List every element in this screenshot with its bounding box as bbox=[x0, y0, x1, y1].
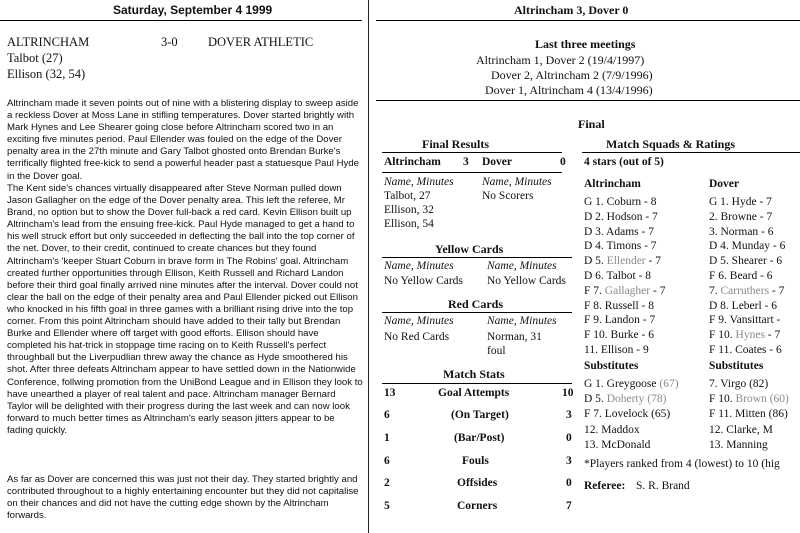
headline: Altrincham 3, Dover 0 bbox=[514, 3, 629, 17]
squad-player: D 2. Hodson - 7 bbox=[584, 210, 658, 223]
squad-player: G 1. Coburn - 8 bbox=[584, 196, 657, 208]
scorer-line: Ellison (32, 54) bbox=[7, 67, 86, 81]
squads-title: Match Squads & Ratings bbox=[606, 137, 736, 151]
stat-label: Goal Attempts bbox=[438, 387, 510, 399]
scorer-line: Talbot (27) bbox=[7, 51, 63, 65]
squad-player: F 10. Burke - 6 bbox=[584, 329, 654, 342]
substitute-player: G 1. Greygoose (67) bbox=[584, 378, 679, 390]
away-squad-title: Dover bbox=[709, 178, 740, 190]
yellow-card-entry: No Yellow Cards bbox=[384, 275, 463, 287]
referee-name: S. R. Brand bbox=[636, 480, 690, 492]
stat-home: 13 bbox=[384, 387, 396, 399]
final-label: Final bbox=[578, 117, 605, 131]
section-rule bbox=[382, 383, 572, 384]
report-paragraph: The Kent side's chances virtually disappeared after Steve Norman pulled down Jason Gallagher on the edge of the Dover penalty area. This left the referee, Mr Brand, no option but to show the Dover full-back a red card. Kevin Ellison built up Altrincham's lead from the ensuing free-kick. Paul Hyde managed to get a hand to his well struck effort but only succeeded in deflecting the ball into the top corner of the net. Dover, to their credit, continued to create chances but they found Altrincham's 'keeper Stuart Coburn in brave form in The Robins' goal. Altrincham created further opportunities through Ellison, Keith Russell and Richard Landon before their third goal finally arrived nine minutes after the interval. Dover could not clear the ball on the edge of their penalty area and Paul Ellender picked out Ellison who knocked in his fifth goal in three games with a brilliant rising drive into the top corner. From this point Altrincham should have added to their tally but Brendan Burke and Ellender where off target with good efforts. Ellison should have completed his hat-trick in stoppage time racing on to Keith Russell's perfect throughball but the Liverpudlian threw away the chance as Hyde smoothered his shot. After three defeats Altrincham appear to have settled down in the Nationwide Conference, follwing promotion from the UniBond League and in Ellison they look to have unearthed a player of real talent and pace. Altrincham manager Bernard Taylor will be delighted with their progress during the last week and can now look forward to much better times as Altrincham's early season jitters appear to be fading quickly. bbox=[7, 183, 363, 436]
red-cards-title: Red Cards bbox=[448, 297, 504, 311]
col-header: Name, Minutes bbox=[487, 260, 557, 272]
final-home-team: Altrincham bbox=[384, 156, 441, 168]
squad-player: F 6. Beard - 6 bbox=[709, 270, 773, 282]
substitute-player: 13. McDonald bbox=[584, 438, 651, 451]
final-score: 3-0 bbox=[161, 35, 178, 49]
squad-player: 2. Browne - 7 bbox=[709, 210, 773, 223]
stat-away: 7 bbox=[566, 500, 572, 512]
stat-label: (On Target) bbox=[451, 409, 509, 421]
section-rule bbox=[382, 257, 572, 258]
substitute-player: 12. Clarke, M bbox=[709, 423, 773, 436]
squad-player: G 1. Hyde - 7 bbox=[709, 196, 772, 208]
squad-player: D 3. Adams - 7 bbox=[584, 225, 654, 238]
referee-label: Referee: bbox=[584, 480, 626, 492]
meeting-line: Altrincham 1, Dover 2 (19/4/1997) bbox=[476, 53, 645, 67]
squad-player: F 10. Hynes - 7 bbox=[709, 329, 781, 342]
stat-away: 0 bbox=[566, 477, 572, 489]
home-squad-title: Altrincham bbox=[584, 178, 641, 190]
squad-player: 7. Carruthers - 7 bbox=[709, 284, 785, 297]
section-rule bbox=[582, 152, 800, 153]
section-rule bbox=[382, 312, 572, 313]
goal-entry: No Scorers bbox=[482, 190, 534, 202]
squad-player: F 9. Landon - 7 bbox=[584, 314, 656, 327]
squad-player: D 5. Ellender - 7 bbox=[584, 255, 661, 268]
yellow-card-entry: No Yellow Cards bbox=[487, 275, 566, 287]
column-divider bbox=[368, 0, 369, 533]
substitute-player: 7. Virgo (82) bbox=[709, 378, 769, 390]
goal-entry: Ellison, 54 bbox=[384, 218, 434, 230]
last-meetings-title: Last three meetings bbox=[535, 37, 636, 51]
headline-rule bbox=[376, 20, 800, 21]
away-subs-title: Substitutes bbox=[709, 360, 764, 372]
goal-entry: Ellison, 32 bbox=[384, 204, 434, 216]
stat-label: (Bar/Post) bbox=[454, 432, 505, 444]
stat-home: 2 bbox=[384, 477, 390, 489]
stat-label: Offsides bbox=[457, 477, 498, 489]
home-team: ALTRINCHAM bbox=[7, 35, 90, 49]
match-date: Saturday, September 4 1999 bbox=[113, 3, 273, 17]
section-rule bbox=[382, 172, 562, 173]
squad-player: 3. Norman - 6 bbox=[709, 225, 774, 238]
date-rule bbox=[0, 20, 362, 21]
meeting-line: Dover 2, Altrincham 2 (7/9/1996) bbox=[491, 68, 653, 82]
red-card-entry: No Red Cards bbox=[384, 331, 450, 343]
squad-player: F 11. Coates - 6 bbox=[709, 344, 782, 356]
squad-player: D 4. Timons - 7 bbox=[584, 240, 657, 253]
final-results-title: Final Results bbox=[422, 137, 490, 151]
final-away-team: Dover bbox=[482, 156, 513, 168]
col-header: Name, Minutes bbox=[384, 315, 454, 327]
squad-player: D 8. Leberl - 6 bbox=[709, 299, 778, 312]
stat-home: 6 bbox=[384, 409, 390, 421]
match-stats-title: Match Stats bbox=[443, 367, 505, 381]
final-home-score: 3 bbox=[463, 156, 469, 168]
away-team: DOVER ATHLETIC bbox=[208, 35, 314, 49]
col-header: Name, Minutes bbox=[482, 176, 552, 188]
squad-player: F 7. Gallagher - 7 bbox=[584, 284, 666, 297]
squad-player: D 4. Munday - 6 bbox=[709, 240, 786, 253]
squad-player: D 6. Talbot - 8 bbox=[584, 270, 652, 282]
meeting-line: Dover 1, Altrincham 4 (13/4/1996) bbox=[485, 83, 653, 97]
stat-away: 0 bbox=[566, 432, 572, 444]
substitute-player: F 11. Mitten (86) bbox=[709, 408, 788, 421]
goal-entry: Talbot, 27 bbox=[384, 190, 431, 202]
section-rule bbox=[382, 152, 562, 153]
stars-note: 4 stars (out of 5) bbox=[584, 156, 664, 168]
col-header: Name, Minutes bbox=[384, 176, 454, 188]
red-card-note: foul bbox=[487, 345, 506, 357]
stat-home: 5 bbox=[384, 500, 390, 512]
stat-label: Corners bbox=[457, 500, 498, 512]
home-subs-title: Substitutes bbox=[584, 360, 639, 372]
report-paragraph: Altrincham made it seven points out of nine with a blistering display to sweep aside a reckless Dover at Moss Lane in stifling temperatures. Dover started brightly with Mark Hynes and Lee Shearer going close before Altrincham scored two in an exciting five minutes period. Paul Ellender was fouled on the edge of the Dover penalty area in the 27th minute and Gary Talbot ghosted onto Brendan Burke's terrifically flighted free-kick to send a powerful header past a statuesque Paul Hyde in the Dover goal. bbox=[7, 98, 359, 182]
stat-label: Fouls bbox=[462, 455, 489, 467]
substitute-player: F 7. Lovelock (65) bbox=[584, 408, 671, 421]
stat-home: 1 bbox=[384, 432, 390, 444]
squad-player: F 9. Vansittart - bbox=[709, 314, 781, 327]
stat-home: 6 bbox=[384, 455, 390, 467]
substitute-player: 12. Maddox bbox=[584, 423, 640, 436]
report-paragraph: As far as Dover are concerned this was just not their day. They started brightly and contributed throughout to a highly entertaining encounter but they did not capitalise on their chances and did not have the cutting edge shown by the Altrincham forwards. bbox=[7, 474, 359, 522]
ratings-footnote: *Players ranked from 4 (lowest) to 10 (hig bbox=[584, 458, 780, 470]
stat-away: 3 bbox=[566, 455, 572, 467]
stat-away: 10 bbox=[562, 387, 574, 399]
squad-player: D 5. Shearer - 6 bbox=[709, 255, 783, 268]
meetings-rule bbox=[376, 100, 800, 101]
substitute-player: F 10. Brown (60) bbox=[709, 393, 789, 406]
col-header: Name, Minutes bbox=[384, 260, 454, 272]
stat-away: 3 bbox=[566, 409, 572, 421]
squad-player: 11. Ellison - 9 bbox=[584, 344, 649, 356]
substitute-player: D 5. Doherty (78) bbox=[584, 393, 667, 406]
final-away-score: 0 bbox=[560, 156, 566, 168]
red-card-entry: Norman, 31 bbox=[487, 331, 542, 343]
col-header: Name, Minutes bbox=[487, 315, 557, 327]
squad-player: F 8. Russell - 8 bbox=[584, 299, 654, 312]
yellow-cards-title: Yellow Cards bbox=[435, 242, 504, 256]
substitute-player: 13. Manning bbox=[709, 438, 768, 451]
match-report-column bbox=[0, 0, 368, 533]
